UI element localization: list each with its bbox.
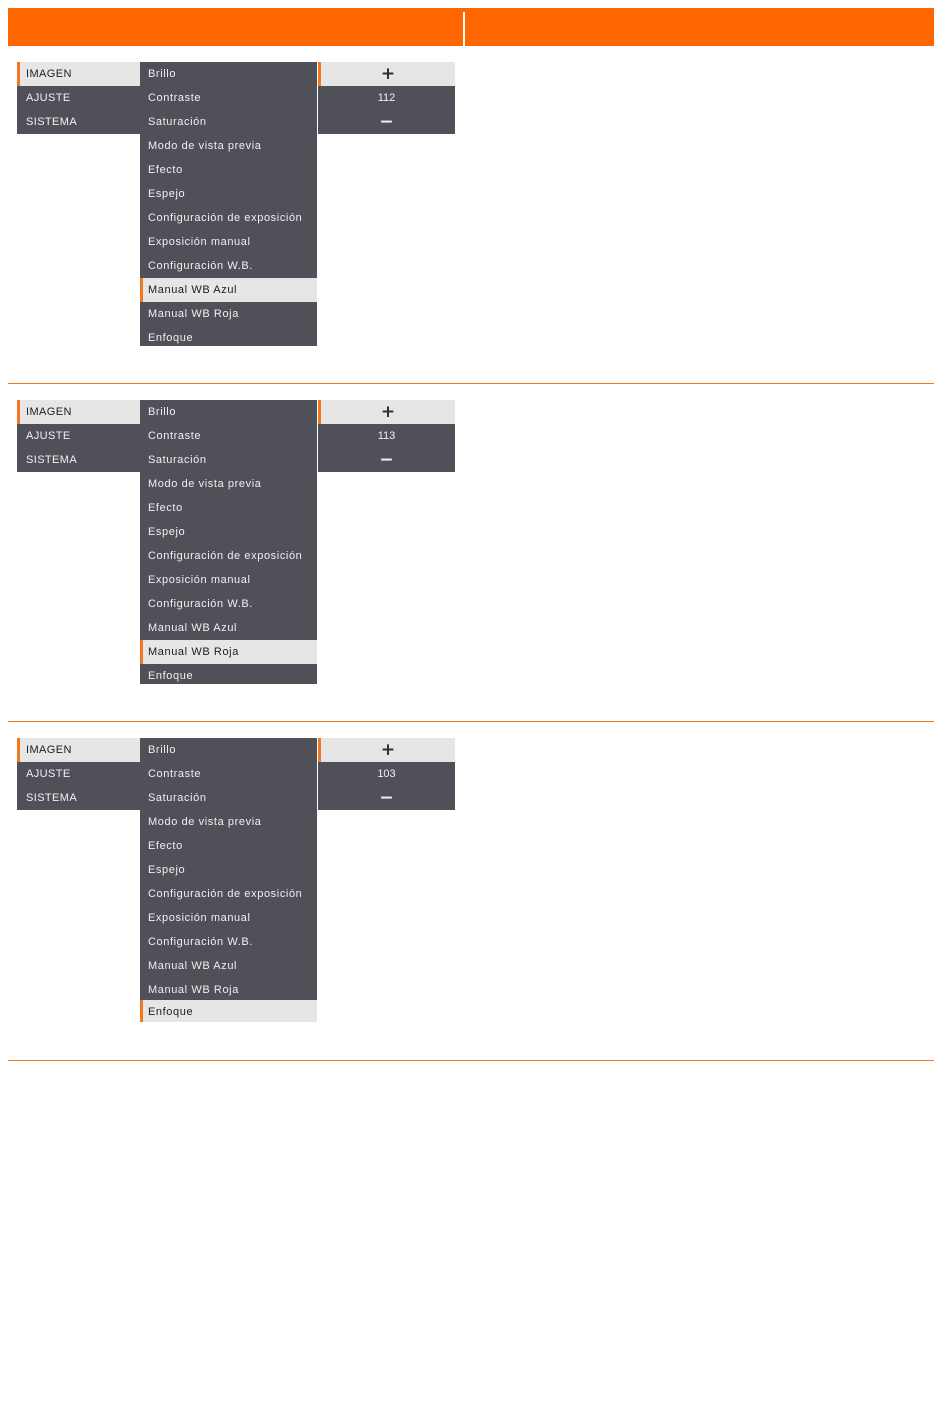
menu-item-brillo[interactable]: Brillo: [148, 744, 177, 756]
menu-item-espejo[interactable]: Espejo: [148, 864, 186, 876]
value-adjuster: [318, 738, 455, 810]
menu-item-config-wb[interactable]: Configuración W.B.: [148, 598, 253, 610]
increase-button[interactable]: +: [318, 400, 455, 424]
tab-imagen[interactable]: IMAGEN: [17, 400, 140, 424]
header-cell-left: [8, 8, 464, 46]
menu-item-modo-vista-previa[interactable]: Modo de vista previa: [148, 816, 262, 828]
menu-item-efecto[interactable]: Efecto: [148, 164, 183, 176]
menu-item-enfoque[interactable]: Enfoque: [140, 1000, 317, 1022]
menu-tabs: [17, 62, 140, 134]
menu-item-enfoque[interactable]: Enfoque: [148, 670, 194, 682]
osd-menu-panel-3: [17, 738, 455, 1028]
menu-items-list: [140, 738, 317, 1022]
tab-sistema[interactable]: SISTEMA: [26, 454, 78, 466]
menu-item-brillo[interactable]: Brillo: [148, 68, 177, 80]
value-adjuster: [318, 400, 455, 472]
osd-menu-panel-1: [17, 62, 455, 352]
menu-item-manual-wb-azul[interactable]: Manual WB Azul: [140, 278, 317, 302]
menu-tabs: [17, 400, 140, 472]
row-divider: [8, 1060, 934, 1061]
table-header: [8, 8, 934, 46]
menu-item-exposicion-manual[interactable]: Exposición manual: [148, 574, 251, 586]
menu-item-contraste[interactable]: Contraste: [148, 92, 202, 104]
decrease-button[interactable]: −: [318, 786, 455, 810]
menu-item-efecto[interactable]: Efecto: [148, 840, 183, 852]
tab-ajuste[interactable]: AJUSTE: [26, 768, 71, 780]
menu-items-list: [140, 62, 317, 346]
menu-item-efecto[interactable]: Efecto: [148, 502, 183, 514]
menu-item-manual-wb-azul[interactable]: Manual WB Azul: [148, 622, 238, 634]
menu-item-saturacion[interactable]: Saturación: [148, 792, 207, 804]
osd-menu-panel-2: [17, 400, 455, 690]
value-display: 112: [318, 86, 455, 110]
tab-sistema[interactable]: SISTEMA: [26, 116, 78, 128]
value-display: 113: [318, 424, 455, 448]
tab-imagen[interactable]: IMAGEN: [17, 62, 140, 86]
tab-imagen[interactable]: IMAGEN: [17, 738, 140, 762]
menu-item-config-wb[interactable]: Configuración W.B.: [148, 260, 253, 272]
menu-item-manual-wb-roja[interactable]: Manual WB Roja: [148, 984, 239, 996]
menu-item-contraste[interactable]: Contraste: [148, 768, 202, 780]
menu-item-config-exposicion[interactable]: Configuración de exposición: [148, 888, 303, 900]
tab-ajuste[interactable]: AJUSTE: [26, 430, 71, 442]
menu-item-contraste[interactable]: Contraste: [148, 430, 202, 442]
header-cell-right: [465, 8, 934, 46]
menu-item-modo-vista-previa[interactable]: Modo de vista previa: [148, 478, 262, 490]
menu-item-exposicion-manual[interactable]: Exposición manual: [148, 912, 251, 924]
decrease-button[interactable]: −: [318, 448, 455, 472]
menu-item-brillo[interactable]: Brillo: [148, 406, 177, 418]
menu-item-enfoque[interactable]: Enfoque: [148, 332, 194, 344]
menu-item-exposicion-manual[interactable]: Exposición manual: [148, 236, 251, 248]
menu-item-modo-vista-previa[interactable]: Modo de vista previa: [148, 140, 262, 152]
menu-item-manual-wb-azul[interactable]: Manual WB Azul: [148, 960, 238, 972]
tab-ajuste[interactable]: AJUSTE: [26, 92, 71, 104]
menu-tabs: [17, 738, 140, 810]
menu-item-config-exposicion[interactable]: Configuración de exposición: [148, 212, 303, 224]
menu-item-espejo[interactable]: Espejo: [148, 188, 186, 200]
menu-item-saturacion[interactable]: Saturación: [148, 454, 207, 466]
menu-item-config-wb[interactable]: Configuración W.B.: [148, 936, 253, 948]
menu-item-espejo[interactable]: Espejo: [148, 526, 186, 538]
increase-button[interactable]: +: [318, 738, 455, 762]
menu-item-manual-wb-roja[interactable]: Manual WB Roja: [140, 640, 317, 664]
menu-items-list: [140, 400, 317, 684]
row-divider: [8, 383, 934, 384]
value-adjuster: [318, 62, 455, 134]
value-display: 103: [318, 762, 455, 786]
increase-button[interactable]: +: [318, 62, 455, 86]
menu-item-saturacion[interactable]: Saturación: [148, 116, 207, 128]
menu-item-manual-wb-roja[interactable]: Manual WB Roja: [148, 308, 239, 320]
row-divider: [8, 721, 934, 722]
decrease-button[interactable]: −: [318, 110, 455, 134]
tab-sistema[interactable]: SISTEMA: [26, 792, 78, 804]
menu-item-config-exposicion[interactable]: Configuración de exposición: [148, 550, 303, 562]
